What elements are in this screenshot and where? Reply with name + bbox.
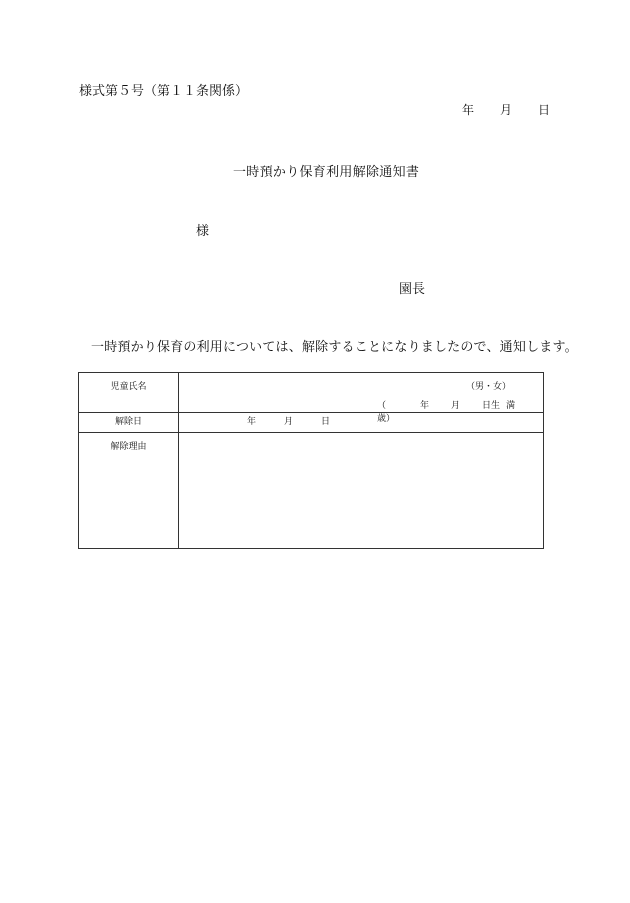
release-day-unit: 日	[321, 417, 331, 427]
age-unit: 歳）	[377, 414, 396, 424]
release-reason-label: 解除理由	[110, 442, 147, 452]
sender-title: 園長	[399, 282, 426, 297]
release-date-label: 解除日	[114, 417, 142, 427]
release-month-unit: 月	[284, 417, 294, 427]
issue-date-month: 月	[499, 103, 512, 117]
notice-body: 一時預かり保育の利用については、解除することになりましたので、通知します。	[91, 340, 578, 355]
gender-options: （男・女）	[465, 382, 511, 392]
form-number: 様式第５号（第１１条関係）	[79, 84, 249, 99]
issue-date-day: 日	[537, 103, 550, 117]
release-date-value	[247, 413, 330, 432]
issue-date-year: 年	[461, 103, 474, 117]
release-year-unit: 年	[247, 417, 257, 427]
birth-day-unit: 日生	[482, 401, 501, 411]
document-title: 一時預かり保育利用解除通知書	[233, 165, 420, 180]
birth-month-unit: 月	[451, 401, 461, 411]
release-reason-row	[79, 433, 543, 548]
child-name-value-cell	[179, 373, 543, 424]
addressee-suffix: 様	[196, 224, 210, 239]
release-reason-label-cell	[79, 433, 179, 548]
issue-date	[462, 101, 550, 118]
release-date-label-cell	[79, 413, 179, 432]
age-full-marker: 満	[506, 401, 516, 411]
child-name-label: 児童氏名	[110, 382, 147, 392]
birth-year-unit: 年	[420, 401, 430, 411]
release-reason-value-cell	[179, 433, 543, 548]
release-date-row	[79, 413, 543, 433]
release-date-value-cell	[179, 413, 543, 432]
age-open-paren: （	[377, 401, 387, 411]
child-name-label-cell	[79, 373, 179, 412]
release-details-table	[78, 372, 544, 549]
